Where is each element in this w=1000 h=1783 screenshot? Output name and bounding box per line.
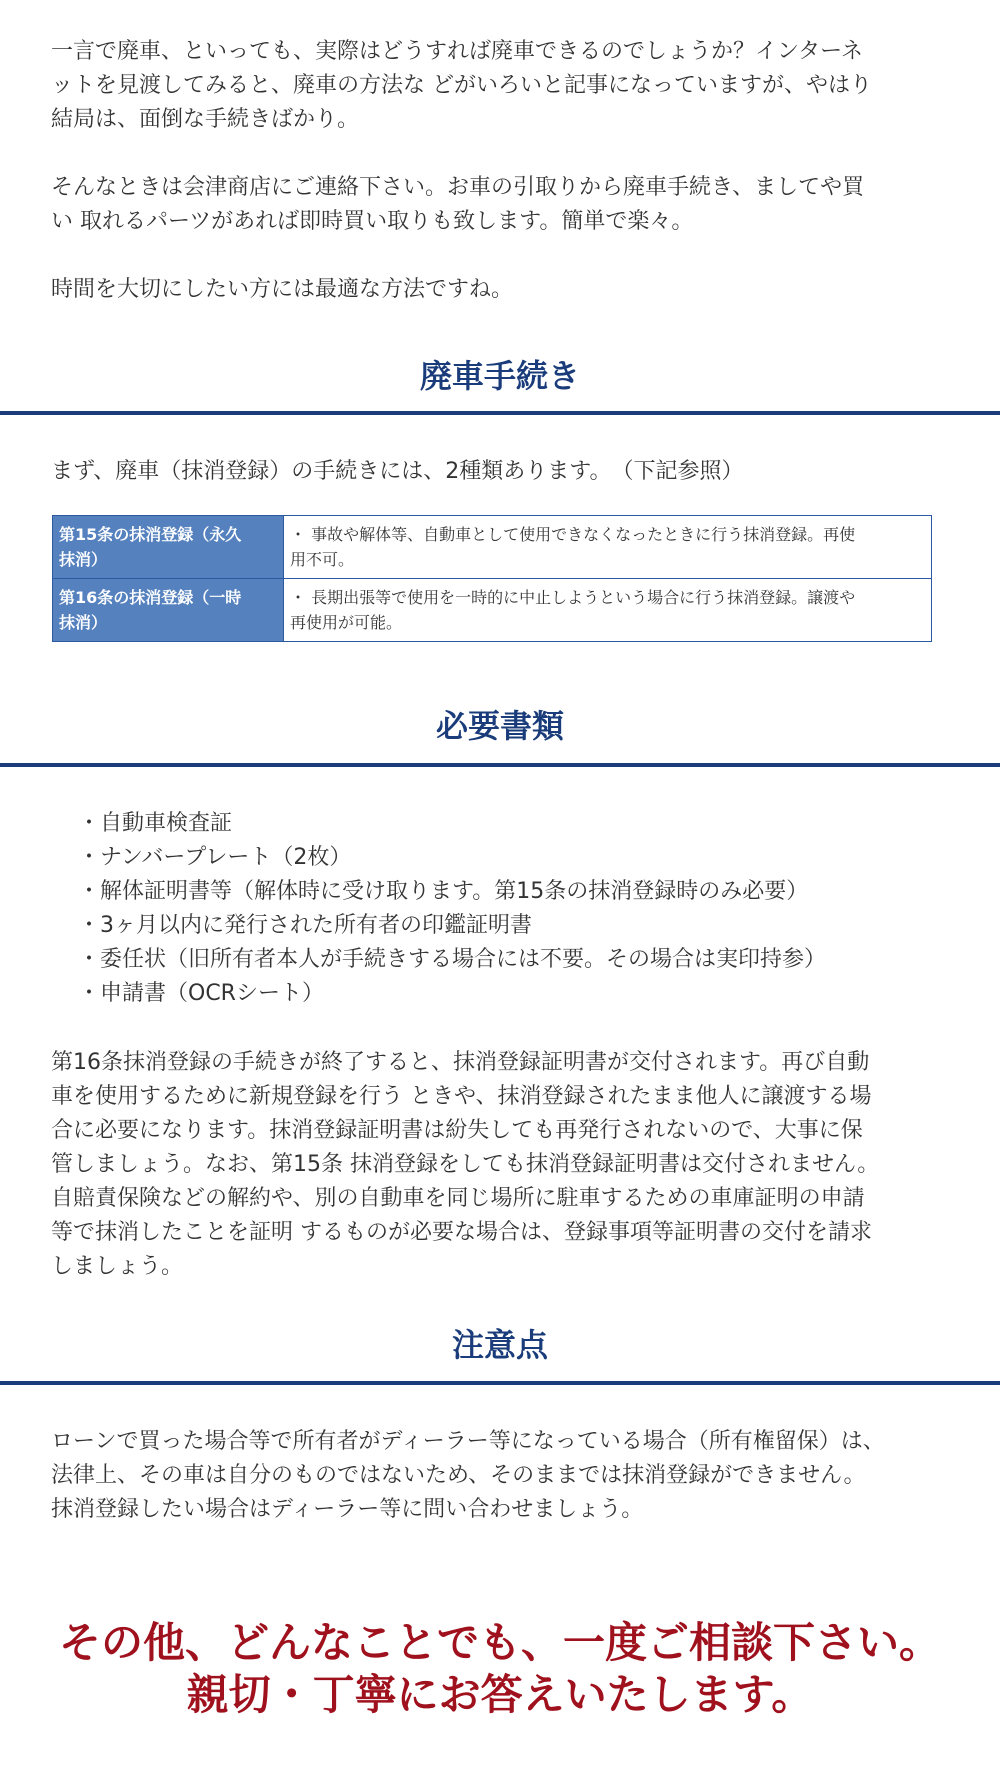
procedure-lead (51, 455, 951, 489)
required-documents-list (78, 807, 826, 1011)
text-line: 等で抹消したことを証明 するものが必要な場合は、登録事項等証明書の交付を請求 (51, 1220, 872, 1245)
text-line: 結局は、面倒な手続きばかり。 (51, 107, 360, 132)
list-item: ・委任状（旧所有者本人が手続きする場合には不要。その場合は実印持参） (78, 947, 827, 972)
cell-text: 第16条の抹消登録（一時 (59, 588, 242, 607)
intro-paragraph-2 (51, 171, 951, 239)
closing-line: 親切・丁寧にお答えいたします。 (186, 1670, 814, 1719)
cell-text: 再使用が可能。 (290, 613, 403, 632)
list-item: ・ナンバープレート（2枚） (78, 845, 352, 870)
text-line: 時間を大切にしたい方には最適な方法ですね。 (51, 277, 514, 302)
text-line: 法律上、その車は自分のものではないため、そのままでは抹消登録ができません。 (51, 1463, 866, 1488)
section-divider (0, 763, 1000, 767)
text-line: 車を使用するために新規登録を行う ときや、抹消登録されたまま他人に譲渡する場 (51, 1084, 872, 1109)
text-line: 一言で廃車、といっても、実際はどうすれば廃車できるのでしょうか？インターネ (51, 39, 864, 64)
text-line: そんなときは会津商店にご連絡下さい。お車の引取りから廃車手続き、ましてや買 (51, 175, 865, 200)
section-heading-caution: 注意点 (451, 1326, 548, 1364)
table-row (53, 516, 932, 579)
list-item: ・3ヶ月以内に発行された所有者の印鑑証明書 (78, 913, 532, 938)
closing-message (0, 1617, 1000, 1721)
text-line: い 取れるパーツがあれば即時買い取りも致します。簡単で楽々。 (51, 209, 694, 234)
table-cell (284, 579, 932, 642)
section-divider (0, 411, 1000, 415)
section-heading-documents: 必要書類 (435, 707, 564, 745)
list-item: ・申請書（OCRシート） (78, 981, 324, 1006)
intro-paragraph-1 (51, 35, 951, 137)
cell-text: 用不可。 (290, 550, 355, 569)
deregistration-types-table (52, 515, 932, 642)
intro-paragraph-3 (51, 273, 951, 307)
cell-text: ・ 事故や解体等、自動車として使用できなくなったときに行う抹消登録。再使 (290, 525, 856, 544)
table-row (53, 579, 932, 642)
text-line: まず、廃車（抹消登録）の手続きには、2種類あります。 （下記参照） (51, 459, 744, 484)
text-line: しましょう。 (51, 1254, 184, 1279)
text-line: 抹消登録したい場合はディーラー等に問い合わせましょう。 (51, 1497, 644, 1522)
text-line: ローンで買った場合等で所有者がディーラー等になっている場合（所有権留保）は、 (51, 1429, 885, 1454)
list-item: ・解体証明書等（解体時に受け取ります。第15条の抹消登録時のみ必要） (78, 879, 809, 904)
text-line: ットを見渡してみると、廃車の方法な どがいろいと記事になっていますが、やはり (51, 73, 872, 98)
table-cell (284, 516, 932, 579)
section-heading-procedure: 廃車手続き (419, 357, 580, 395)
text-line: 合に必要になります。抹消登録証明書は紛失しても再発行されないので、大事に保 (51, 1118, 863, 1143)
cell-text: 抹消） (59, 550, 108, 569)
list-item: ・自動車検査証 (78, 811, 233, 836)
text-line: 自賠責保険などの解約や、別の自動車を同じ場所に駐車するための車庫証明の申請 (51, 1186, 865, 1211)
text-line: 第16条抹消登録の手続きが終了すると、抹消登録証明書が交付されます。再び自動 (51, 1050, 870, 1075)
cell-text: ・ 長期出張等で使用を一時的に中止しようという場合に行う抹消登録。譲渡や (290, 588, 856, 607)
caution-text (51, 1425, 951, 1527)
cell-text: 第15条の抹消登録（永久 (59, 525, 242, 544)
text-line: 管しましょう。なお、第15条 抹消登録をしても抹消登録証明書は交付されません。 (51, 1152, 880, 1177)
documents-note (51, 1046, 951, 1284)
cell-text: 抹消） (59, 613, 108, 632)
section-divider (0, 1381, 1000, 1385)
table-header-cell (53, 516, 284, 579)
table-header-cell (53, 579, 284, 642)
closing-line: その他、どんなことでも、一度ご相談下さい。 (58, 1618, 941, 1667)
